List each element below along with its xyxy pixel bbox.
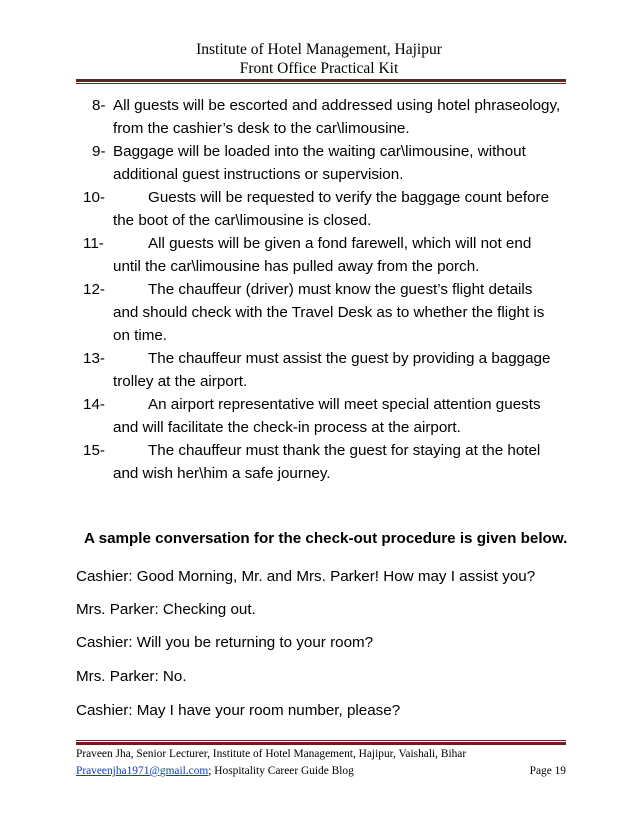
list-item-number: 14-	[83, 396, 105, 413]
list-item-text: The chauffeur must assist the guest by providing a baggage	[148, 350, 551, 367]
list-item-text: additional guest instructions or supervision.	[113, 166, 404, 183]
list-item-number: 8-	[92, 97, 106, 114]
list-item-text: An airport representative will meet special attention guests	[148, 396, 541, 413]
list-item-number: 15-	[83, 442, 105, 459]
list-item-text: and wish her\him a safe journey.	[113, 465, 331, 482]
footer-blog-text: ; Hospitality Career Guide Blog	[208, 765, 354, 777]
page-header	[0, 40, 638, 78]
list-item-text: The chauffeur must thank the guest for staying at the hotel	[148, 442, 541, 459]
conversation-line: Mrs. Parker: Checking out.	[76, 601, 256, 618]
list-item-text: and should check with the Travel Desk as to whether the flight is	[113, 304, 545, 321]
header-rule-thick	[76, 79, 566, 82]
header-rule-thin	[76, 83, 566, 84]
footer-contact	[76, 765, 566, 777]
conversation-line: Cashier: Good Morning, Mr. and Mrs. Parker! How may I assist you?	[76, 568, 536, 585]
list-item-text: Baggage will be loaded into the waiting car\limousine, without	[113, 143, 526, 160]
list-item-text: Guests will be requested to verify the baggage count before	[148, 189, 550, 206]
list-item-text: and will facilitate the check-in process at the airport.	[113, 419, 461, 436]
list-item-text: trolley at the airport.	[113, 373, 248, 390]
list-item-number: 11-	[83, 235, 104, 252]
list-item-text: from the cashier’s desk to the car\limousine.	[113, 120, 410, 137]
header-kit-title: Front Office Practical Kit	[239, 60, 399, 77]
footer-author: Praveen Jha, Senior Lecturer, Institute of Hotel Management, Hajipur, Vaishali, Bihar	[76, 748, 467, 760]
conversation-line: Mrs. Parker: No.	[76, 668, 187, 685]
page-number: Page 19	[529, 765, 566, 777]
list-item-number: 10-	[83, 189, 105, 206]
list-item-text: the boot of the car\limousine is closed.	[113, 212, 372, 229]
list-item-text: on time.	[113, 327, 168, 344]
list-item-text: The chauffeur (driver) must know the guest’s flight details	[148, 281, 533, 298]
conversation-line: Cashier: Will you be returning to your room?	[76, 634, 374, 651]
list-item-text: All guests will be given a fond farewell, which will not end	[148, 235, 532, 252]
list-item-number: 13-	[83, 350, 105, 367]
footer-rule-thick	[76, 742, 566, 745]
conversation-heading: A sample conversation for the check-out procedure is given below.	[84, 530, 568, 547]
list-item-number: 9-	[92, 143, 106, 160]
list-item-text: All guests will be escorted and addressed using hotel phraseology,	[113, 97, 561, 114]
footer-rule-thin	[76, 740, 566, 741]
header-institute: Institute of Hotel Management, Hajipur	[196, 41, 442, 58]
list-item-text: until the car\limousine has pulled away from the porch.	[113, 258, 480, 275]
list-item-number: 12-	[83, 281, 105, 298]
conversation-line: Cashier: May I have your room number, please?	[76, 702, 401, 719]
footer-email-link[interactable]: Praveenjha1971@gmail.com	[76, 765, 209, 777]
